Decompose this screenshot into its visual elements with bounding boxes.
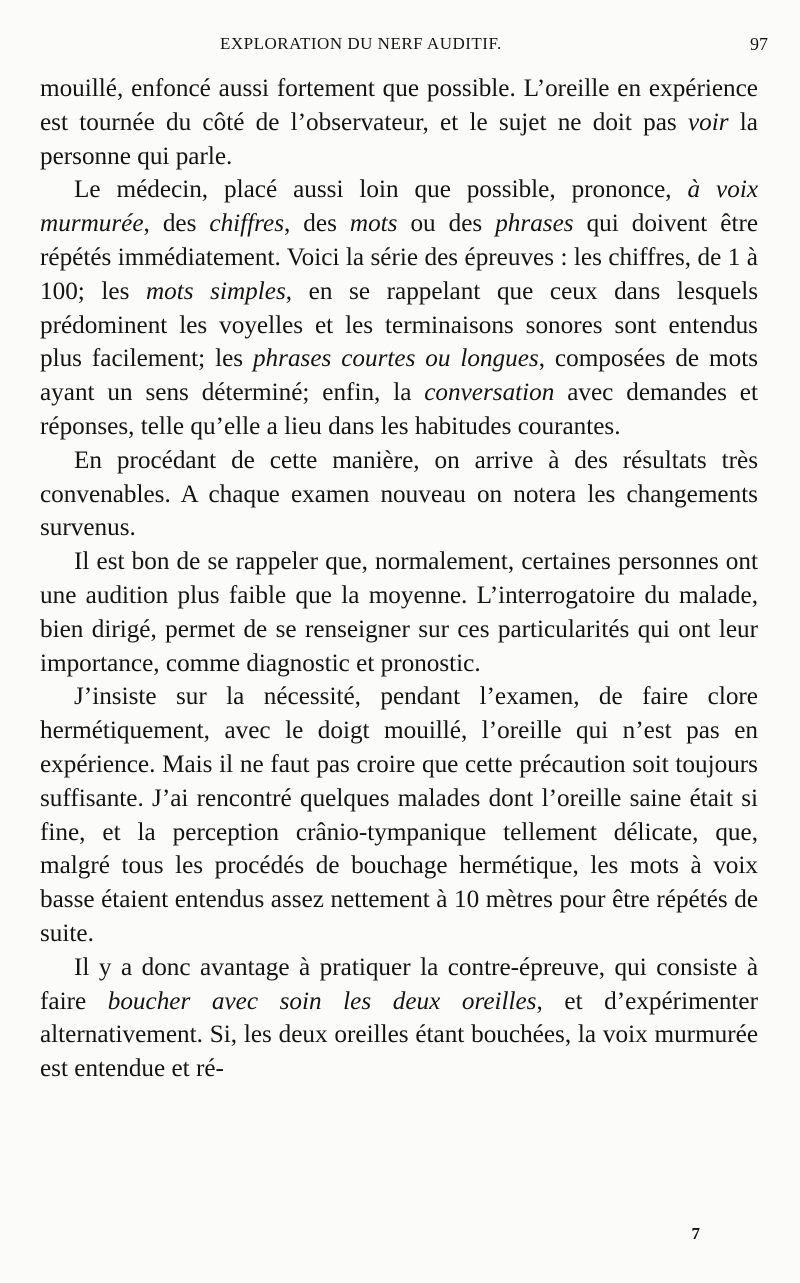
italic-text: mots simples: [145, 277, 286, 305]
italic-text: phrases courtes ou longues: [252, 345, 539, 373]
text-segment: la personne qui parle.: [40, 108, 758, 170]
page-number: 97: [750, 34, 768, 54]
paragraph: [40, 173, 758, 443]
italic-text: conversation: [424, 379, 555, 407]
paragraph: [40, 680, 758, 950]
text-segment: En procédant de cette manière, on arrive à des résultats très convenables. A chaque examen nouveau on notera les changements survenus.: [40, 446, 758, 542]
text-segment: , des: [143, 210, 210, 238]
running-head: [40, 34, 768, 58]
text-segment: , et d’expérimenter alternativement. Si, les deux oreilles étant bouchées, la voix murmurée est entendue et ré-: [40, 987, 759, 1083]
paragraph: [40, 72, 758, 173]
text-segment: mouillé, enfoncé aussi fortement que possible. L’oreille en expérience est tournée du côté de l’observateur, et le sujet ne doit pas: [40, 75, 758, 136]
body-text: [40, 72, 758, 1086]
text-segment: qui doivent être répétés immédiatement. Voici la série des épreuves : les chiffres, de 1 à 100; les: [40, 210, 759, 305]
text-segment: , composées de mots ayant un sens déterminé; enfin, la: [40, 345, 758, 407]
text-segment: ou des: [397, 210, 496, 238]
italic-text: à voix murmurée: [40, 176, 759, 238]
text-segment: , en se rappelant que ceux dans lesquels prédominent les voyelles et les terminaisons sonores sont entendus plus facilement; les: [40, 277, 758, 373]
text-segment: Il y a donc avantage à pratiquer la contre-épreuve, qui consiste à faire: [40, 953, 758, 1015]
italic-text: phrases: [495, 210, 574, 238]
paragraph: [40, 951, 758, 1086]
italic-text: chiffres: [209, 210, 285, 238]
signature-mark: 7: [691, 1224, 700, 1243]
text-segment: Le médecin, placé aussi loin que possible, prononce,: [74, 176, 688, 204]
text-segment: Il est bon de se rappeler que, normalement, certaines personnes ont une audition plus faible que la moyenne. L’interrogatoire du malade, bien dirigé, permet de se renseigner sur ces particularités qui ont leur importance, comme diagnostic et pronostic.: [40, 548, 758, 677]
paragraph: [40, 444, 758, 545]
running-title: EXPLORATION DU NERF AUDITIF.: [220, 34, 502, 53]
paragraph: [40, 545, 758, 680]
italic-text: mots: [349, 210, 398, 238]
text-segment: J’insiste sur la nécessité, pendant l’examen, de faire clore hermétiquement, avec le doigt mouillé, l’oreille qui n’est pas en expérience. Mais il ne faut pas croire que cette précaution soit toujours suffisante. J’ai rencontré quelques malades dont l’oreille saine était si fine, et la perception crânio-tympanique tellement délicate, que, malgré tous les procédés de bouchage hermétique, les mots à voix basse étaient entendus assez nettement à 10 mètres pour être répétés de suite.: [40, 683, 758, 947]
text-segment: , des: [284, 210, 350, 238]
text-segment: avec demandes et réponses, telle qu’elle a lieu dans les habitudes courantes.: [40, 379, 758, 440]
italic-text: voir: [687, 108, 729, 136]
italic-text: boucher avec soin les deux oreilles: [107, 987, 537, 1015]
